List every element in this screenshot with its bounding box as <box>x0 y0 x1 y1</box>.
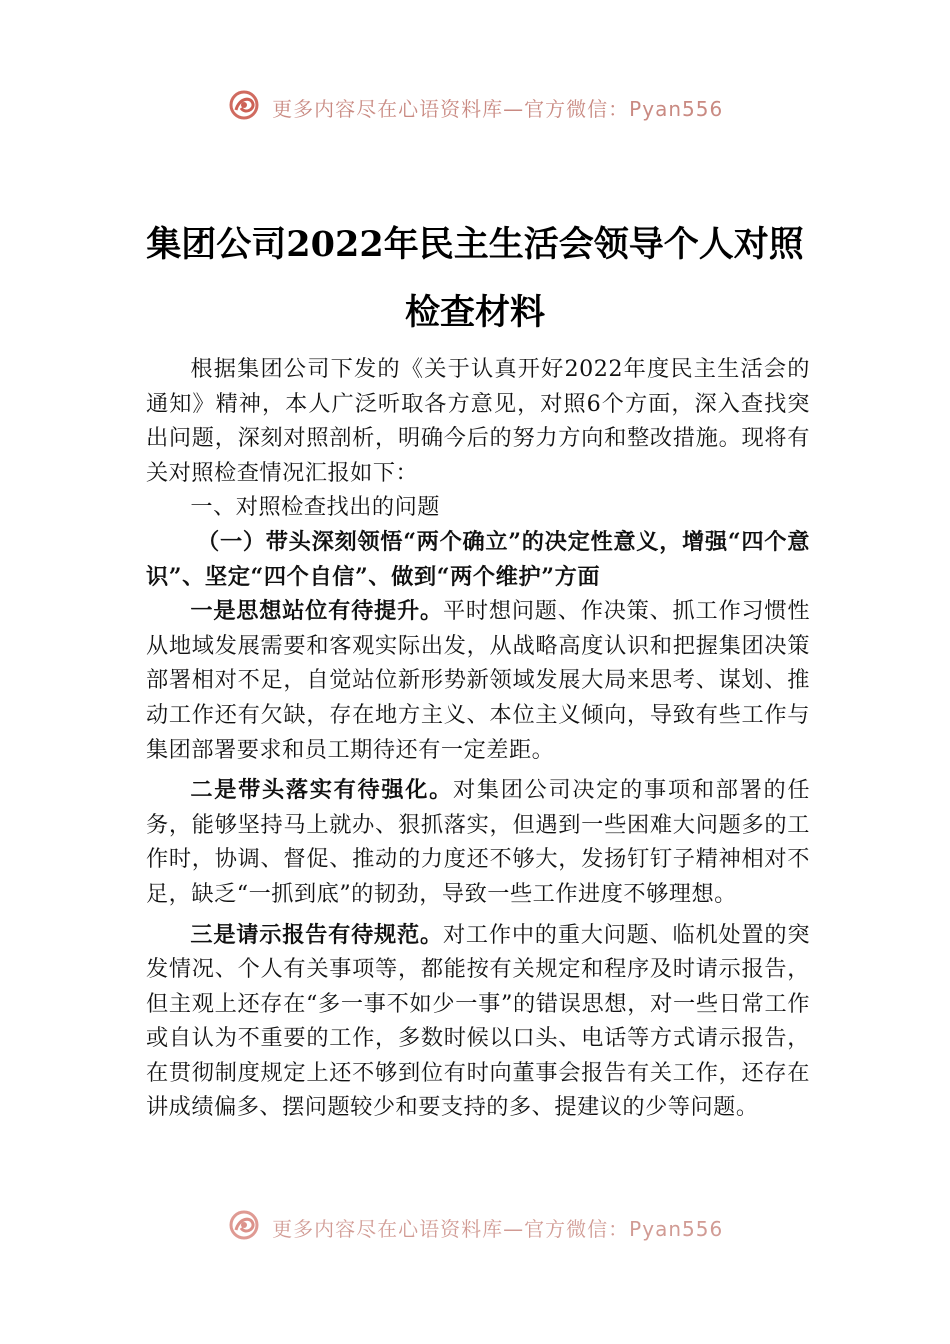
watermark-text: 更多内容尽在心语资料库—官方微信：Pyan556 <box>272 97 724 121</box>
document-body <box>146 352 810 1125</box>
point-lead-3: 三是请示报告有待规范。 <box>190 921 443 948</box>
subsection-heading: （一）带头深刻领悟“两个确立”的决定性意义，增强“四个意识”、坚定“四个自信”、做到“两个维护”方面 <box>146 528 810 590</box>
point-paragraph-3 <box>146 918 810 1126</box>
document-title-line-1: 集团公司2022年民主生活会领导个人对照 <box>146 224 804 265</box>
point-text-2: 对集团公司决定的事项和部署的任务，能够坚持马上就办、狠抓落实，但遇到一些困难大问题多的工作时，协调、督促、推动的力度还不够大，发扬钉钉子精神相对不足，缺乏“一抓到底”的韧劲，导致一些工作进度不够理想。 <box>146 777 811 907</box>
point-paragraph-2 <box>146 773 810 911</box>
swirl-logo-icon <box>227 1208 261 1247</box>
point-text-3: 对工作中的重大问题、临机处置的突发情况、个人有关事项等，都能按有关规定和程序及时请示报告，但主观上还存在“多一事不如少一事”的错误思想，对一些日常工作或自认为不重要的工作，多数时候以口头、电话等方式请示报告，在贯彻制度规定上还不够到位有时向董事会报告有关工作，还存在讲成绩偏多、摆问题较少和要支持的多、提建议的少等问题。 <box>146 921 811 1121</box>
document-title-line-2: 检查材料 <box>404 292 545 333</box>
intro-paragraph: 根据集团公司下发的《关于认真开好2022年度民主生活会的通知》精神，本人广泛听取各方意见，对照6个方面，深入查找突出问题，深刻对照剖析，明确今后的努力方向和整改措施。现将有关对照检查情况汇报如下： <box>146 356 810 486</box>
watermark-header <box>0 88 950 127</box>
watermark-text: 更多内容尽在心语资料库—官方微信：Pyan556 <box>272 1217 724 1241</box>
point-lead-2: 二是带头落实有待强化。 <box>190 777 454 804</box>
point-paragraph-1 <box>146 594 810 767</box>
watermark-footer <box>0 1208 950 1247</box>
swirl-logo-icon <box>227 88 261 127</box>
section-heading: 一、对照检查找出的问题 <box>190 494 440 521</box>
point-text-1: 平时想问题、作决策、抓工作习惯性从地域发展需要和客观实际出发，从战略高度认识和把握集团决策部署相对不足，自觉站位新形势新领域发展大局来思考、谋划、推动工作还有欠缺，存在地方主义、本位主义倾向，导致有些工作与集团部署要求和员工期待还有一定差距。 <box>146 598 811 763</box>
point-lead-1: 一是思想站位有待提升。 <box>190 598 443 625</box>
